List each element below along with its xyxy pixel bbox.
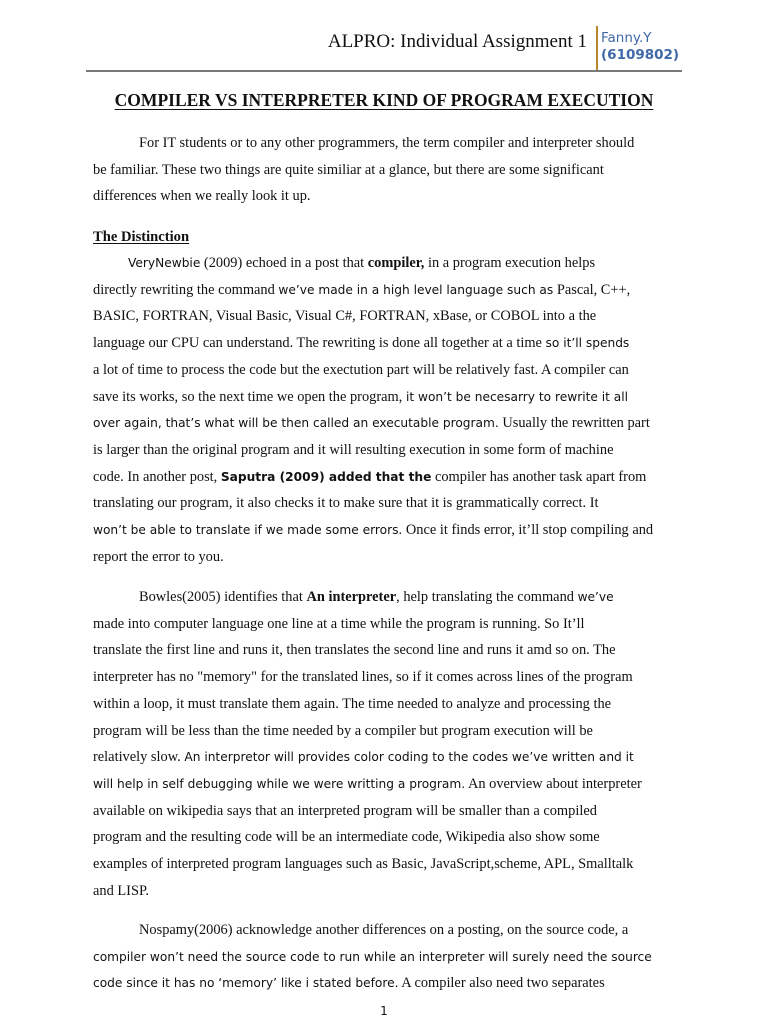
text-line <box>93 970 683 997</box>
text-line: compiler won’t need the source code to run while an interpreter will surely need the source <box>93 949 652 964</box>
text-run: code since it has no ‘memory’ like i stated before. <box>93 976 399 991</box>
text-run: An overview about interpreter <box>465 775 642 792</box>
bold-term: An interpreter <box>306 589 397 605</box>
text-run: relatively slow. <box>93 749 185 766</box>
source-code-paragraph <box>93 917 683 997</box>
text-run: (2009) echoed in a post that <box>200 255 368 271</box>
text-run: Bowles(2005) identifies that <box>139 589 307 605</box>
text-run: An interpretor will provides color coding to the codes we’ve written and it <box>184 750 634 765</box>
header-title: ALPRO: Individual Assignment 1 <box>327 31 587 52</box>
text-run: will help in self debugging while we were writting a program. <box>93 776 466 791</box>
text-line: report the error to you. <box>93 548 224 565</box>
text-run: A compiler also need two separates <box>398 975 605 992</box>
text-line: is larger than the original program and it will resulting execution in some form of machine <box>93 441 614 458</box>
text-run: code. In another post, <box>93 468 221 485</box>
text-run: we’ve <box>577 590 614 604</box>
text-line: differences when we really look it up. <box>93 188 311 205</box>
text-line: within a loop, it must translate them again. The time needed to analyze and processing the <box>93 695 612 712</box>
text-line: program and the resulting code will be an intermediate code, Wikipedia also show some <box>93 829 600 846</box>
compiler-paragraph <box>93 250 683 570</box>
text-line: BASIC, FORTRAN, Visual Basic, Visual C#, FORTRAN, xBase, or COBOL into a the <box>93 308 597 325</box>
citation: Saputra (2009) added that the <box>220 469 432 484</box>
text-line: Nospamy(2006) acknowledge another differences on a posting, on the source code, a <box>139 922 629 938</box>
text-line: examples of interpreted program languages such as Basic, JavaScript,scheme, APL, Smalltalk <box>93 856 634 873</box>
text-line <box>93 517 683 544</box>
text-line: available on wikipedia says that an interpreted program will be smaller than a compiled <box>93 802 597 819</box>
text-line: translate the first line and runs it, then translates the second line and runs it amd so on. The <box>93 642 616 659</box>
text-line: and LISP. <box>93 882 149 899</box>
student-id: (6109802) <box>601 47 680 63</box>
text-line: translating our program, it also checks it to make sure that it is grammatically correct. It <box>93 495 599 512</box>
section-heading: The Distinction <box>93 229 190 245</box>
text-run: won’t be able to translate if we made some errors. <box>93 523 403 538</box>
text-line <box>93 250 683 277</box>
text-run: in a program execution helps <box>424 255 596 271</box>
text-run: compiler has another task apart from <box>431 468 647 485</box>
header-divider <box>596 26 598 72</box>
text-run: Once it finds error, it’ll stop compiling and <box>402 522 654 539</box>
page-number: 1 <box>380 1004 388 1018</box>
text-run: so it’ll spends <box>545 336 630 351</box>
author-name: Fanny.Y <box>601 30 652 46</box>
text-line: be familiar. These two things are quite similiar at a glance, but there are some significant <box>93 161 604 178</box>
text-run: Usually the rewritten part <box>498 415 650 432</box>
document-title: COMPILER VS INTERPRETER KIND OF PROGRAM EXECUTION <box>114 90 654 110</box>
text-line <box>93 584 683 611</box>
text-run: directly rewriting the command <box>93 281 279 298</box>
text-line: interpreter has no "memory" for the translated lines, so if it comes across lines of the program <box>93 669 633 686</box>
text-line <box>93 464 683 491</box>
author-block <box>601 30 679 64</box>
citation: VeryNewbie <box>128 256 201 270</box>
text-line <box>93 384 683 411</box>
text-line <box>93 410 683 437</box>
text-run: we’ve made in a high level language such as <box>278 282 554 297</box>
text-run: , help translating the command <box>396 589 578 605</box>
text-line <box>93 330 683 357</box>
text-line <box>93 771 683 798</box>
text-line: made into computer language one line at a time while the program is running. So It’ll <box>93 615 585 632</box>
text-line: program will be less than the time needed by a compiler but program execution will be <box>93 722 593 739</box>
text-run: it won’t be necesarry to rewrite it all <box>405 389 629 404</box>
bold-term: compiler, <box>367 255 425 271</box>
text-run: save its works, so the next time we open the program, <box>93 388 406 405</box>
text-line: For IT students or to any other programmers, the term compiler and interpreter should <box>139 135 635 151</box>
text-run: Pascal, C++, <box>553 281 631 298</box>
header-rule <box>86 70 682 72</box>
text-run: language our CPU can understand. The rewriting is done all together at a time <box>93 335 546 352</box>
interpreter-paragraph <box>93 584 683 904</box>
text-line <box>93 277 683 304</box>
text-line: a lot of time to process the code but the exectution part will be relatively fast. A compiler can <box>93 361 629 378</box>
text-run: over again, that’s what will be then called an executable program. <box>93 416 499 431</box>
text-line <box>93 744 683 771</box>
intro-paragraph <box>93 130 683 210</box>
